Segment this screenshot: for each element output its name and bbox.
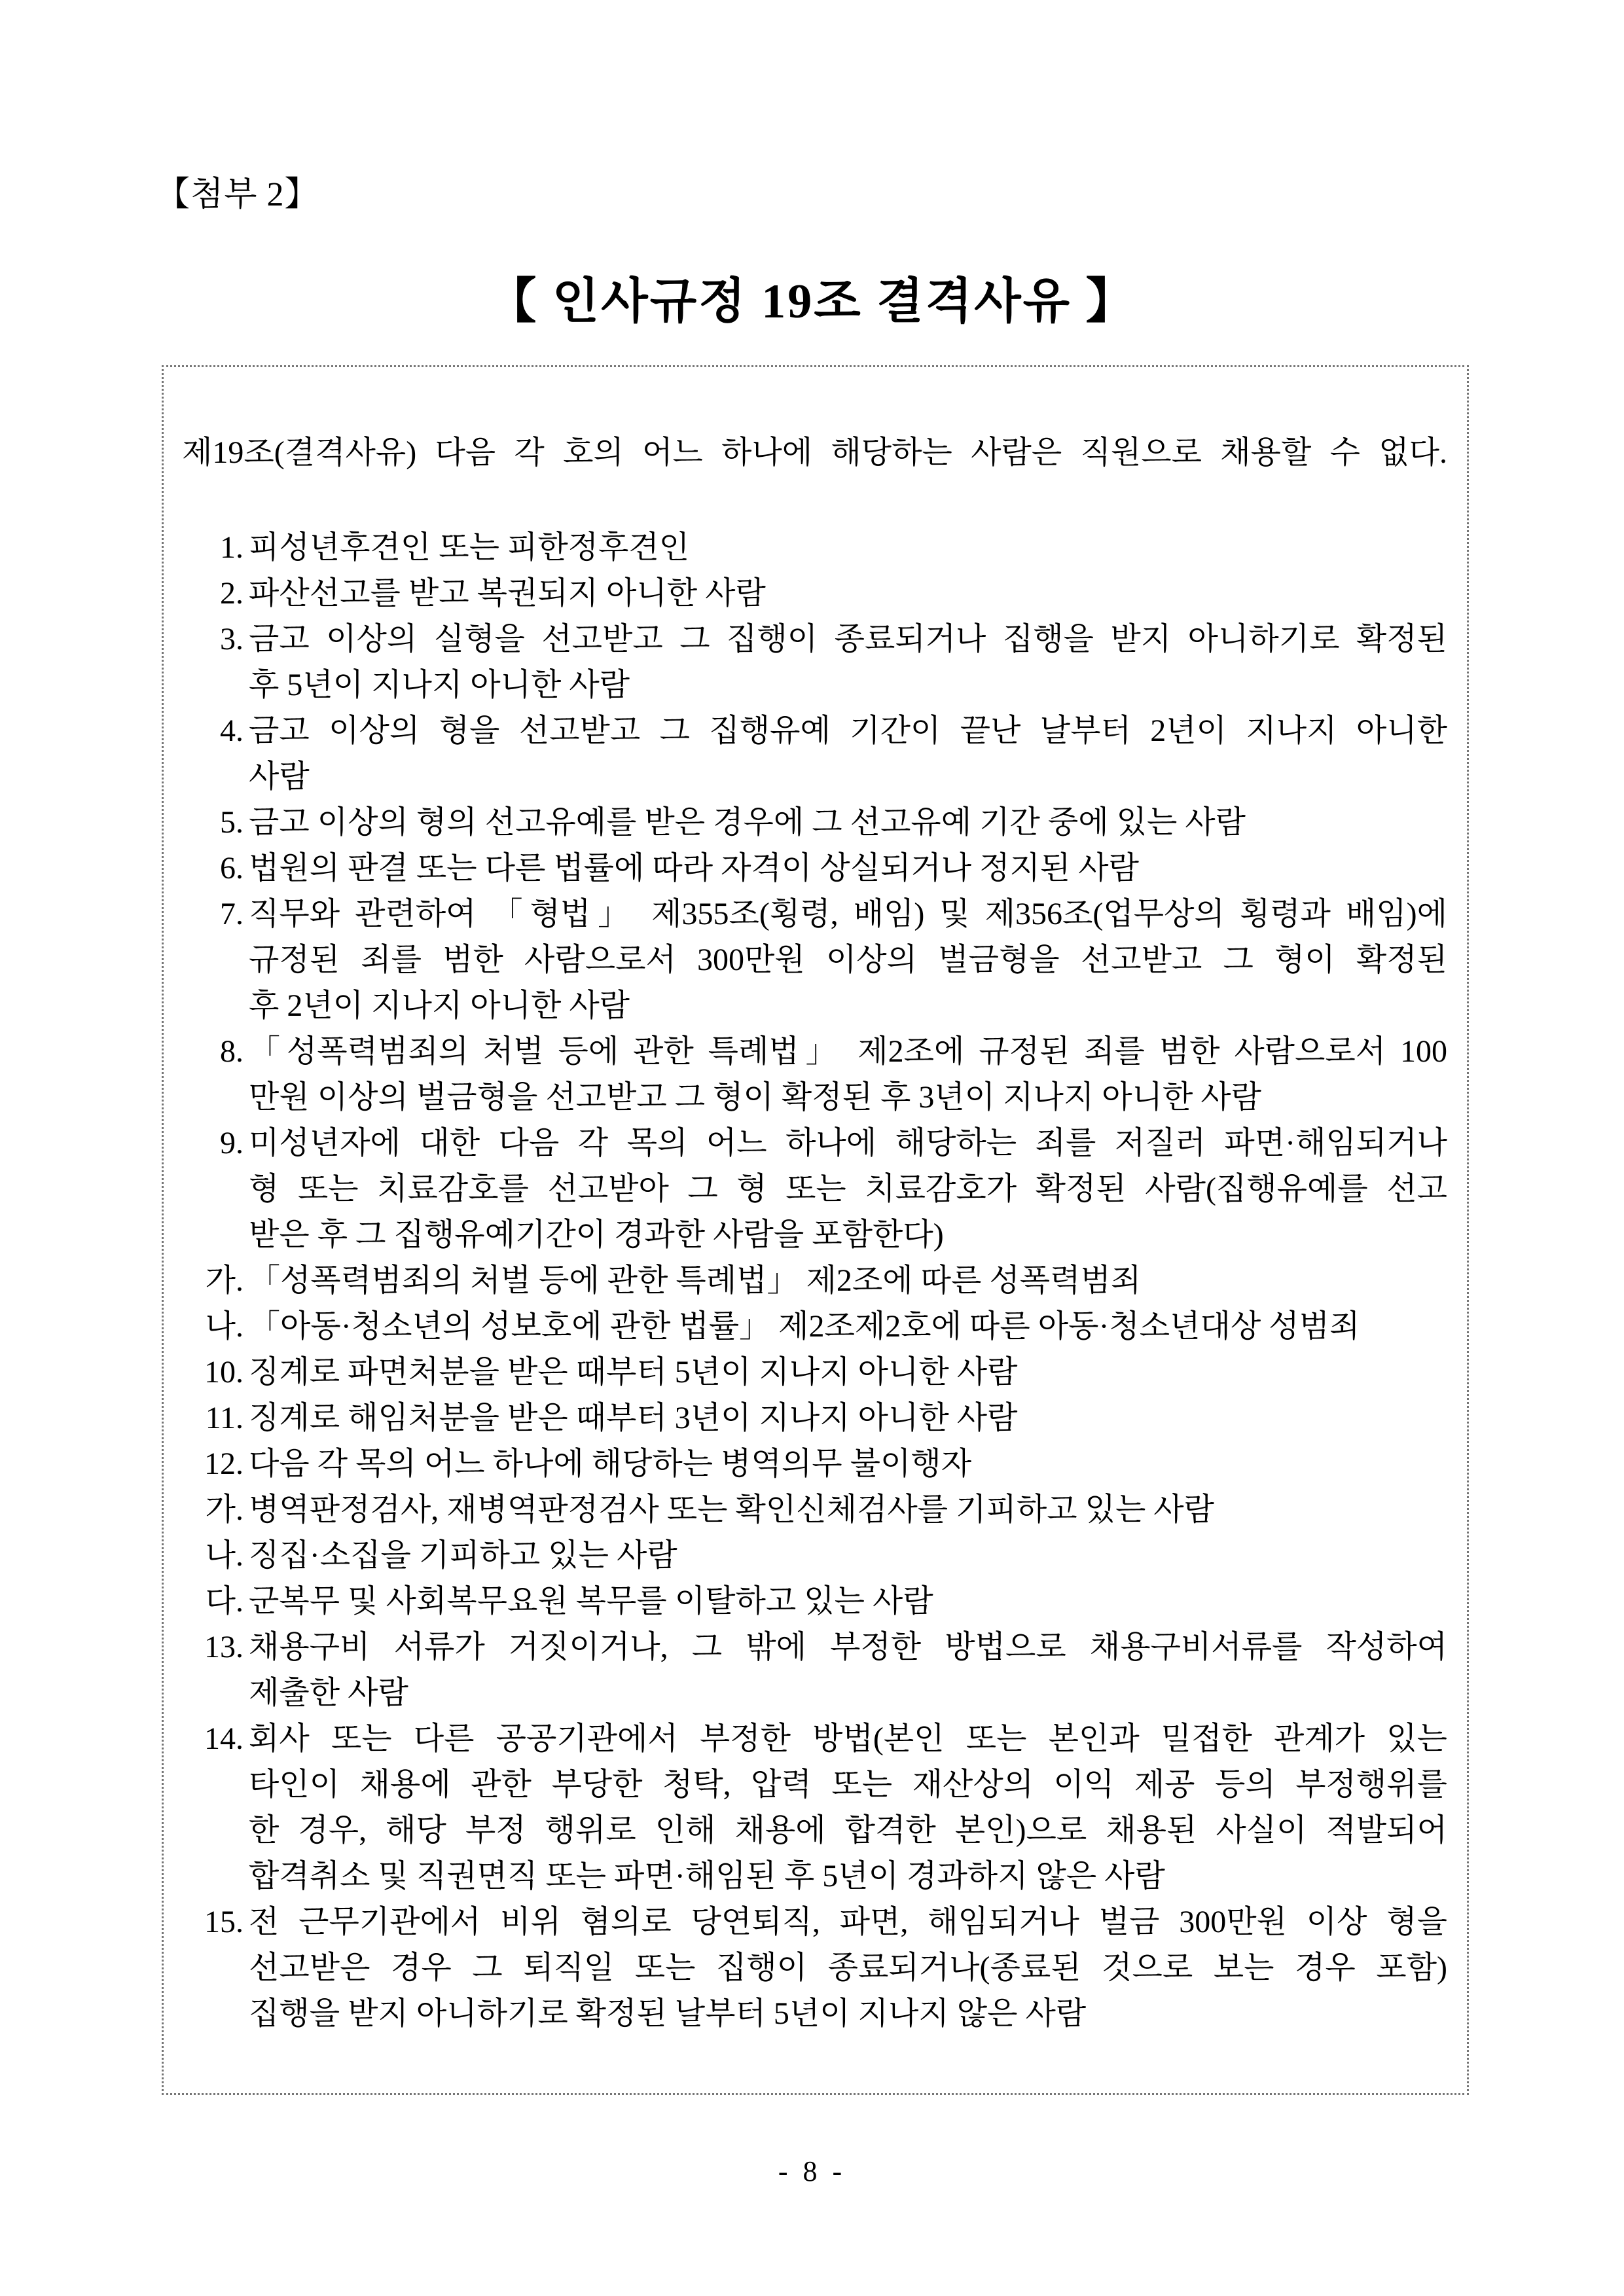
list-item-line bbox=[182, 1670, 1447, 1716]
item-line-text: 직무와 관련하여 「형법」 제355조(횡령, 배임) 및 제356조(업무상의 횡령과 배임)에 bbox=[249, 897, 1447, 931]
list-item-line bbox=[182, 1991, 1447, 2037]
page-title: 【 인사규정 19조 결격사유 】 bbox=[488, 275, 1136, 329]
item-marker: 2. bbox=[220, 576, 244, 611]
item-marker bbox=[182, 1212, 244, 1258]
item-marker: 13. bbox=[204, 1630, 244, 1664]
item-line-text: 파산선고를 받고 복권되지 아니한 사람 bbox=[249, 576, 766, 611]
list-item-line bbox=[182, 1899, 1447, 1945]
item-marker: 15. bbox=[204, 1905, 244, 1939]
list-item-line bbox=[182, 1854, 1447, 1899]
item-marker bbox=[182, 937, 244, 983]
item-marker: 다. bbox=[205, 1584, 244, 1619]
list-item-line bbox=[182, 1487, 1447, 1533]
item-marker: 가. bbox=[205, 1492, 244, 1527]
item-line-text: 금고 이상의 형을 선고받고 그 집행유예 기간이 끝난 날부터 2년이 지나지 아니한 bbox=[249, 713, 1447, 748]
list-item-line bbox=[182, 1304, 1447, 1350]
attachment-label: 【첨부 2】 bbox=[156, 176, 319, 213]
item-marker bbox=[182, 1166, 244, 1212]
item-marker bbox=[182, 662, 244, 708]
item-line-text: 「성폭력범죄의 처벌 등에 관한 특례법」 제2조에 규정된 죄를 범한 사람으로서 100 bbox=[249, 1034, 1447, 1069]
item-marker bbox=[182, 1945, 244, 1991]
item-line-text: 형 또는 치료감호를 선고받아 그 형 또는 치료감호가 확정된 사람(집행유예를 선고 bbox=[249, 1172, 1447, 1206]
list-item-line bbox=[182, 937, 1447, 983]
item-marker bbox=[182, 1762, 244, 1808]
article-intro: 제19조(결격사유) 다음 각 호의 어느 하나에 해당하는 사람은 직원으로 채용할 수 없다. bbox=[182, 435, 1447, 470]
item-line-text: 제출한 사람 bbox=[249, 1676, 408, 1710]
item-line-text: 징계로 해임처분을 받은 때부터 3년이 지나지 아니한 사람 bbox=[249, 1401, 1018, 1435]
item-line-text: 채용구비 서류가 거짓이거나, 그 밖에 부정한 방법으로 채용구비서류를 작성하여 bbox=[249, 1630, 1447, 1664]
list-item-line bbox=[182, 1441, 1447, 1487]
item-line-text: 전 근무기관에서 비위 혐의로 당연퇴직, 파면, 해임되거나 벌금 300만원 이상 형을 bbox=[249, 1905, 1447, 1939]
list-item-line bbox=[182, 1624, 1447, 1670]
item-line-text: 후 5년이 지나지 아니한 사람 bbox=[249, 668, 630, 702]
item-marker: 1. bbox=[220, 530, 244, 565]
list-item-line bbox=[182, 1212, 1447, 1258]
item-line-text: 군복무 및 사회복무요원 복무를 이탈하고 있는 사람 bbox=[249, 1584, 933, 1619]
item-marker bbox=[182, 1991, 244, 2037]
list-item-line bbox=[182, 1075, 1447, 1121]
list-item-line bbox=[182, 754, 1447, 800]
item-marker: 5. bbox=[220, 805, 244, 840]
item-marker: 가. bbox=[205, 1263, 244, 1298]
list-item-line bbox=[182, 571, 1447, 617]
item-marker: 14. bbox=[204, 1721, 244, 1756]
item-marker: 7. bbox=[220, 897, 244, 931]
item-line-text: 금고 이상의 실형을 선고받고 그 집행이 종료되거나 집행을 받지 아니하기로 확정된 bbox=[249, 622, 1447, 656]
item-line-text: 받은 후 그 집행유예기간이 경과한 사람을 포함한다) bbox=[249, 1217, 944, 1252]
list-item-line bbox=[182, 800, 1447, 846]
list-item-line bbox=[182, 1945, 1447, 1991]
item-marker: 8. bbox=[220, 1034, 244, 1069]
item-line-text: 법원의 판결 또는 다른 법률에 따라 자격이 상실되거나 정지된 사람 bbox=[249, 851, 1139, 886]
list-item-line bbox=[182, 1350, 1447, 1395]
list-item-line bbox=[182, 1258, 1447, 1304]
item-line-text: 타인이 채용에 관한 부당한 청탁, 압력 또는 재산상의 이익 제공 등의 부정행위를 bbox=[249, 1767, 1447, 1802]
list-item-line bbox=[182, 846, 1447, 891]
item-marker: 4. bbox=[220, 713, 244, 748]
list-item-line bbox=[182, 1166, 1447, 1212]
item-line-text: 사람 bbox=[249, 759, 310, 794]
item-line-text: 합격취소 및 직권면직 또는 파면·해임된 후 5년이 경과하지 않은 사람 bbox=[249, 1859, 1165, 1893]
list-item-line bbox=[182, 1716, 1447, 1762]
item-marker bbox=[182, 1075, 244, 1121]
list-item-line bbox=[182, 1029, 1447, 1075]
item-line-text: 병역판정검사, 재병역판정검사 또는 확인신체검사를 기피하고 있는 사람 bbox=[249, 1492, 1215, 1527]
disqualification-list bbox=[182, 525, 1447, 2037]
item-marker bbox=[182, 983, 244, 1029]
item-marker: 12. bbox=[204, 1446, 244, 1481]
item-marker bbox=[182, 1854, 244, 1899]
list-item-line bbox=[182, 525, 1447, 571]
item-marker: 3. bbox=[220, 622, 244, 656]
item-line-text: 선고받은 경우 그 퇴직일 또는 집행이 종료되거나(종료된 것으로 보는 경우 포함) bbox=[249, 1950, 1447, 1985]
item-line-text: 금고 이상의 형의 선고유예를 받은 경우에 그 선고유예 기간 중에 있는 사람 bbox=[249, 805, 1246, 840]
item-marker: 10. bbox=[204, 1355, 244, 1390]
list-item-line bbox=[182, 617, 1447, 662]
item-line-text: 회사 또는 다른 공공기관에서 부정한 방법(본인 또는 본인과 밀접한 관계가 있는 bbox=[249, 1721, 1447, 1756]
item-marker: 9. bbox=[220, 1126, 244, 1160]
item-line-text: 「아동·청소년의 성보호에 관한 법률」 제2조제2호에 따른 아동·청소년대상 성범죄 bbox=[249, 1309, 1360, 1344]
item-line-text: 「성폭력범죄의 처벌 등에 관한 특례법」 제2조에 따른 성폭력범죄 bbox=[249, 1263, 1142, 1298]
item-line-text: 징계로 파면처분을 받은 때부터 5년이 지나지 아니한 사람 bbox=[249, 1355, 1018, 1390]
item-line-text: 다음 각 목의 어느 하나에 해당하는 병역의무 불이행자 bbox=[249, 1446, 972, 1481]
list-item-line bbox=[182, 1395, 1447, 1441]
item-marker: 11. bbox=[205, 1401, 244, 1435]
item-line-text: 징집·소집을 기피하고 있는 사람 bbox=[249, 1538, 677, 1573]
page-number: - 8 - bbox=[778, 2155, 846, 2187]
item-marker: 나. bbox=[205, 1538, 244, 1573]
list-item-line bbox=[182, 1533, 1447, 1579]
item-line-text: 후 2년이 지나지 아니한 사람 bbox=[249, 988, 630, 1023]
list-item-line bbox=[182, 1808, 1447, 1854]
item-line-text: 만원 이상의 벌금형을 선고받고 그 형이 확정된 후 3년이 지나지 아니한 사람 bbox=[249, 1080, 1262, 1115]
list-item-line bbox=[182, 983, 1447, 1029]
item-line-text: 미성년자에 대한 다음 각 목의 어느 하나에 해당하는 죄를 저질러 파면·해임되거나 bbox=[249, 1126, 1447, 1160]
list-item-line bbox=[182, 1579, 1447, 1624]
article-box bbox=[162, 365, 1469, 2095]
list-item-line bbox=[182, 1121, 1447, 1166]
item-line-text: 한 경우, 해당 부정 행위로 인해 채용에 합격한 본인)으로 채용된 사실이 적발되어 bbox=[249, 1813, 1447, 1848]
list-item-line bbox=[182, 891, 1447, 937]
item-line-text: 집행을 받지 아니하기로 확정된 날부터 5년이 지나지 않은 사람 bbox=[249, 1996, 1087, 2031]
item-marker bbox=[182, 754, 244, 800]
item-marker: 나. bbox=[205, 1309, 244, 1344]
item-marker: 6. bbox=[220, 851, 244, 886]
item-line-text: 피성년후견인 또는 피한정후견인 bbox=[249, 530, 690, 565]
item-line-text: 규정된 죄를 범한 사람으로서 300만원 이상의 벌금형을 선고받고 그 형이 확정된 bbox=[249, 942, 1447, 977]
item-marker bbox=[182, 1808, 244, 1854]
list-item-line bbox=[182, 1762, 1447, 1808]
list-item-line bbox=[182, 708, 1447, 754]
list-item-line bbox=[182, 662, 1447, 708]
item-marker bbox=[182, 1670, 244, 1716]
